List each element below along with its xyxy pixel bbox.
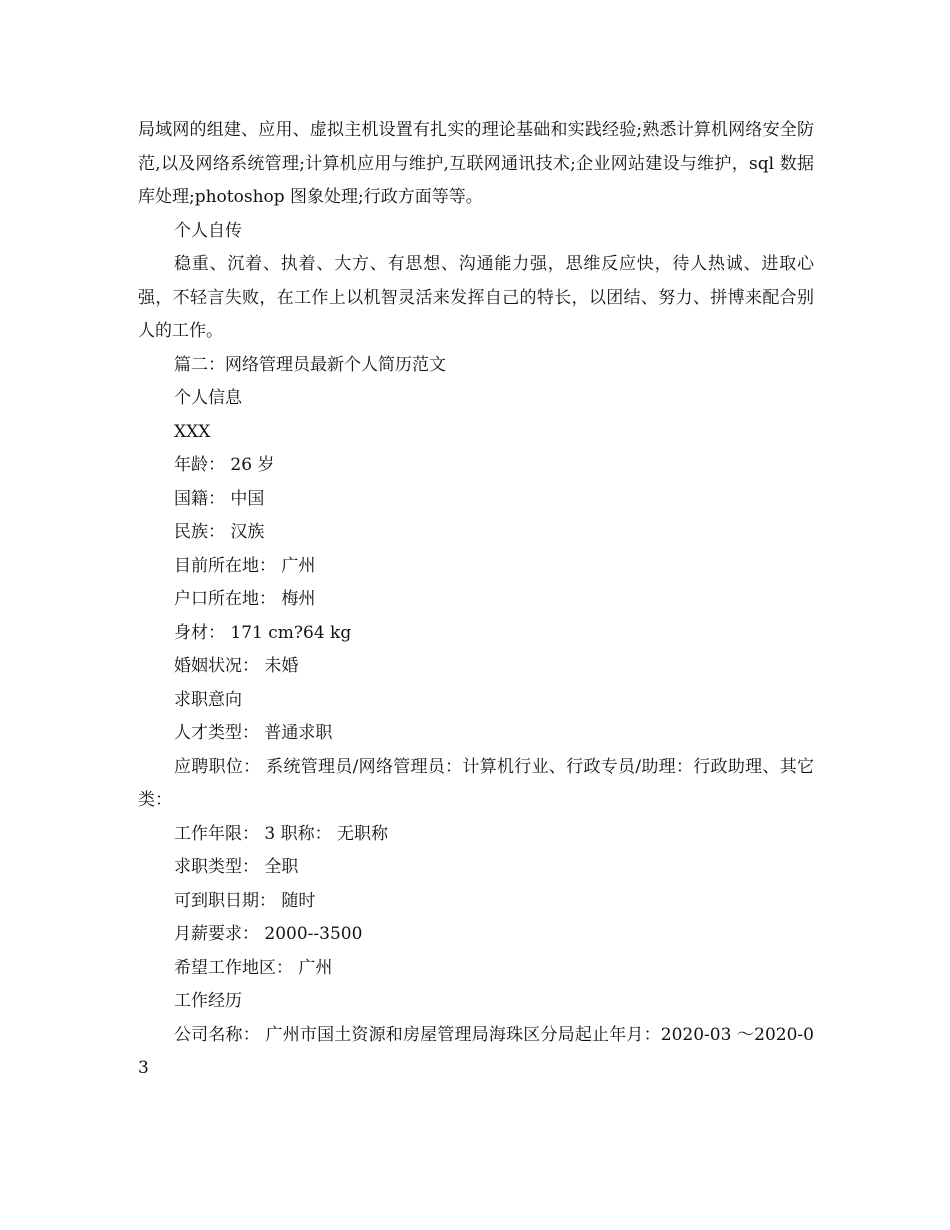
info-ethnicity: 民族： 汉族 [174,522,265,542]
info-current-location: 目前所在地： 广州 [174,555,316,576]
info-height-weight: 身材： 171 cm?64 kg [174,622,352,643]
paragraph-self-introduction: 稳重、沉着、执着、大方、有思想、沟通能力强，思维反应快，待人热诚、进取心强，不轻言失败，在工作上以机智灵活来发挥自己的特长，以团结、努力、拼博来配合别人的工作。 [138,254,814,341]
heading-part-two: 篇二：网络管理员最新个人简历范文 [174,354,446,375]
info-nationality: 国籍： 中国 [174,488,265,509]
heading-self-introduction: 个人自传 [174,220,242,241]
info-company: 公司名称： 广州市国土资源和房屋管理局海珠区分局起止年月：2020-03 ～2020-03 [138,1024,814,1078]
info-applied-position: 应聘职位： 系统管理员/网络管理员：计算机行业、行政专员/助理：行政助理、其它类： [138,756,814,810]
paragraph-skills-continued: 局域网的组建、应用、虚拟主机设置有扎实的理论基础和实践经验;熟悉计算机网络安全防范,以及网络系统管理;计算机应用与维护,互联网通讯技术;企业网站建设与维护，sql 数据库处理;photoshop 图象处理;行政方面等等。 [138,120,814,207]
heading-job-intention: 求职意向 [174,689,242,710]
heading-work-experience: 工作经历 [174,991,242,1011]
heading-personal-info: 个人信息 [174,388,242,408]
info-desired-location: 希望工作地区： 广州 [174,957,333,978]
info-salary: 月薪要求： 2000--3500 [174,924,363,944]
document-body [138,114,814,1086]
info-job-type: 求职类型： 全职 [174,857,299,877]
info-name: XXX [174,421,211,442]
info-marital-status: 婚姻状况： 未婚 [174,656,299,676]
info-availability: 可到职日期： 随时 [174,890,316,911]
info-talent-type: 人才类型： 普通求职 [174,723,333,743]
info-household-registration: 户口所在地： 梅州 [174,589,316,609]
info-work-years: 工作年限： 3 职称： 无职称 [174,823,389,844]
info-age: 年龄： 26 岁 [174,455,275,475]
